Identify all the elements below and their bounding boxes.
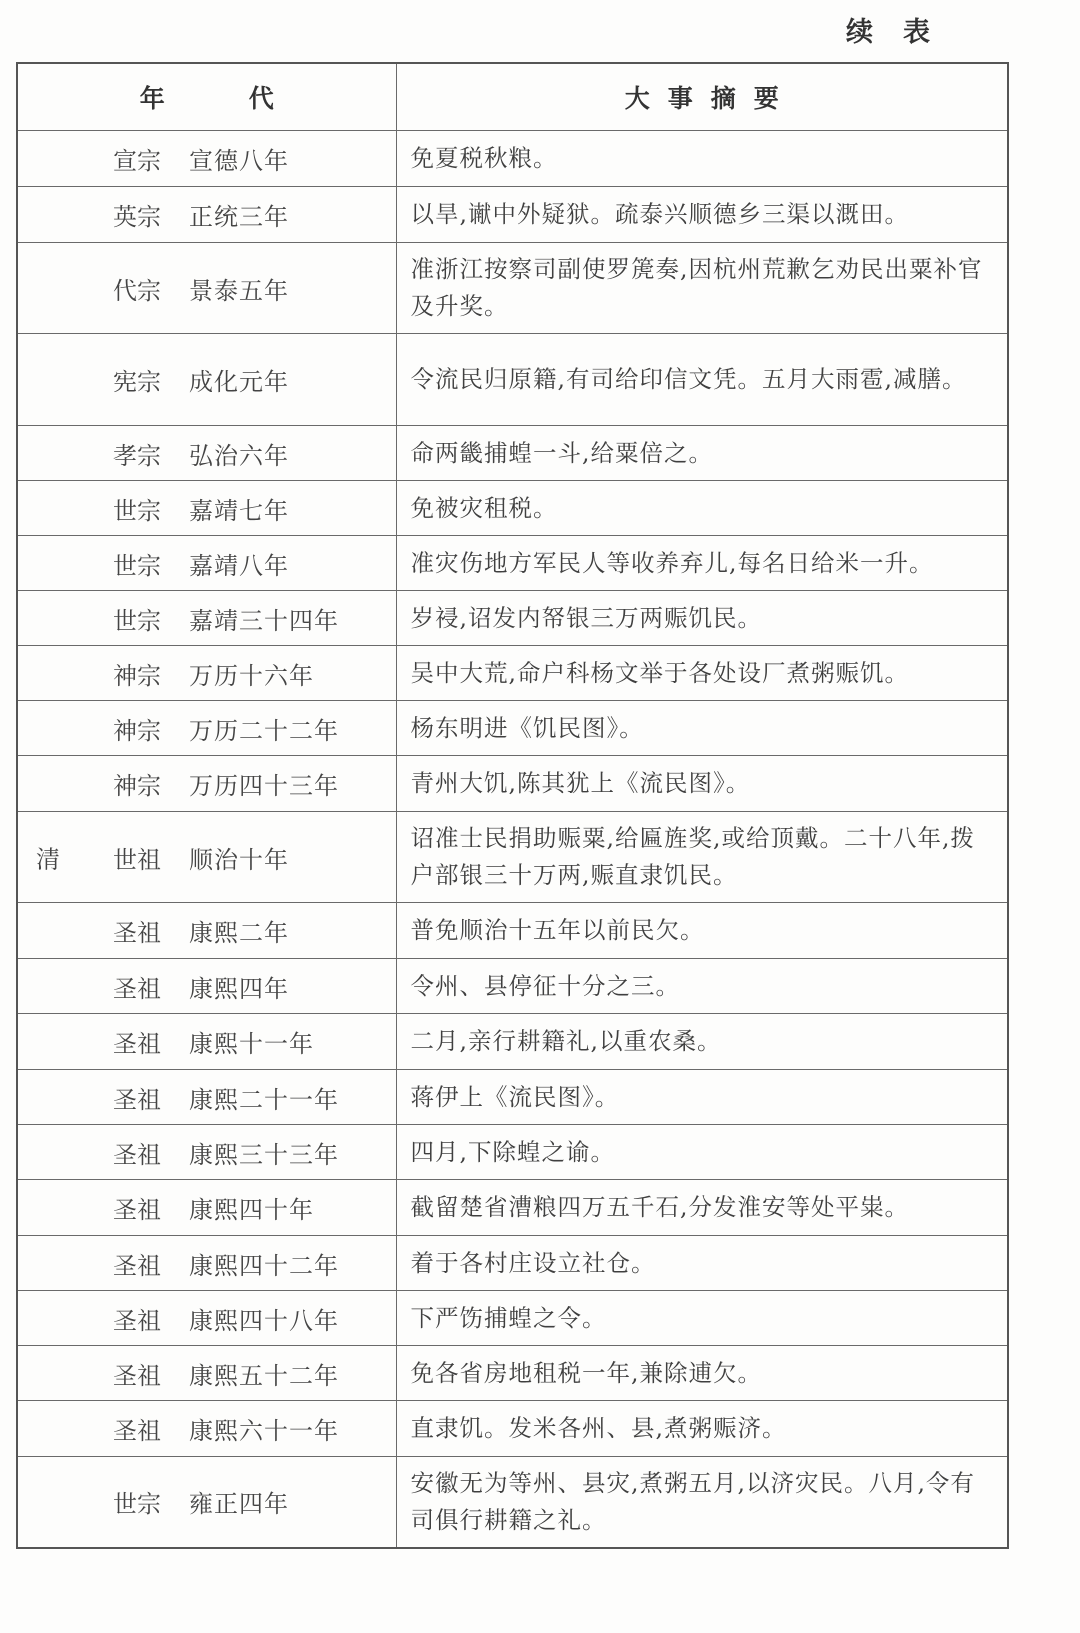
era-cell bbox=[17, 187, 396, 243]
emperor-label: 世祖 bbox=[113, 845, 161, 874]
reign-year-label: 康熙四年 bbox=[189, 974, 289, 1003]
era-cell bbox=[17, 646, 396, 701]
reign-year-label: 康熙四十八年 bbox=[189, 1306, 339, 1335]
era-cell bbox=[17, 1125, 396, 1180]
event-summary-cell: 令流民归原籍,有司给印信文凭。五月大雨雹,减膳。 bbox=[396, 334, 1008, 426]
table-row bbox=[17, 591, 1008, 646]
event-summary-cell: 令州、县停征十分之三。 bbox=[396, 959, 1008, 1014]
table-row bbox=[17, 1457, 1008, 1548]
event-summary-cell: 免各省房地租税一年,兼除逋欠。 bbox=[396, 1346, 1008, 1401]
emperor-label: 宣宗 bbox=[113, 147, 161, 175]
emperor-label: 圣祖 bbox=[113, 1306, 161, 1335]
emperor-label: 圣祖 bbox=[113, 1140, 161, 1169]
emperor-label: 圣祖 bbox=[113, 1361, 161, 1390]
table-body bbox=[17, 131, 1008, 1548]
dynasty-label: 清 bbox=[36, 845, 60, 874]
reign-year-label: 雍正四年 bbox=[189, 1490, 289, 1519]
table-row bbox=[17, 1401, 1008, 1457]
table-caption-continued: 续表 bbox=[846, 17, 960, 48]
reign-year-label: 康熙十一年 bbox=[189, 1030, 314, 1058]
reign-year-label: 景泰五年 bbox=[189, 276, 289, 305]
table-row bbox=[17, 334, 1008, 426]
event-summary-cell: 蒋伊上《流民图》。 bbox=[396, 1070, 1008, 1125]
table-row bbox=[17, 1291, 1008, 1346]
event-summary-cell: 杨东明进《饥民图》。 bbox=[396, 701, 1008, 756]
reign-year-label: 嘉靖八年 bbox=[189, 551, 289, 580]
era-cell bbox=[17, 1346, 396, 1401]
emperor-label: 宪宗 bbox=[113, 368, 161, 396]
reign-year-label: 万历十六年 bbox=[189, 661, 314, 690]
table-row bbox=[17, 481, 1008, 536]
header-events-char: 事 bbox=[667, 84, 693, 113]
header-era-char: 年 bbox=[139, 84, 165, 113]
table-row bbox=[17, 701, 1008, 756]
era-cell bbox=[17, 536, 396, 591]
event-summary-cell: 准浙江按察司副使罗箎奏,因杭州荒歉乞劝民出粟补官及升奖。 bbox=[396, 243, 1008, 334]
emperor-label: 圣祖 bbox=[113, 919, 161, 947]
table-row bbox=[17, 646, 1008, 701]
era-cell bbox=[17, 1291, 396, 1346]
reign-year-label: 正统三年 bbox=[189, 203, 289, 231]
event-summary-cell: 免夏税秋粮。 bbox=[396, 131, 1008, 187]
table-header-row bbox=[17, 63, 1008, 131]
table-row bbox=[17, 1014, 1008, 1070]
header-events-char: 要 bbox=[753, 84, 779, 113]
table-row bbox=[17, 1125, 1008, 1180]
event-summary-cell: 着于各村庄设立社仓。 bbox=[396, 1236, 1008, 1291]
reign-year-label: 康熙六十一年 bbox=[189, 1417, 339, 1445]
emperor-label: 神宗 bbox=[113, 772, 161, 800]
emperor-label: 圣祖 bbox=[113, 1251, 161, 1280]
header-events-char: 摘 bbox=[710, 84, 736, 113]
era-cell bbox=[17, 1457, 396, 1548]
reign-year-label: 康熙四十二年 bbox=[189, 1251, 339, 1280]
era-cell bbox=[17, 701, 396, 756]
event-summary-cell: 普免顺治十五年以前民欠。 bbox=[396, 903, 1008, 959]
table-row bbox=[17, 959, 1008, 1014]
event-summary-cell: 命两畿捕蝗一斗,给粟倍之。 bbox=[396, 426, 1008, 481]
era-cell bbox=[17, 1180, 396, 1236]
emperor-label: 世宗 bbox=[113, 606, 161, 635]
event-summary-cell: 安徽无为等州、县灾,煮粥五月,以济灾民。八月,令有司俱行耕籍之礼。 bbox=[396, 1457, 1008, 1548]
reign-year-label: 嘉靖七年 bbox=[189, 496, 289, 525]
era-cell bbox=[17, 334, 396, 426]
event-summary-cell: 截留楚省漕粮四万五千石,分发淮安等处平粜。 bbox=[396, 1180, 1008, 1236]
emperor-label: 圣祖 bbox=[113, 1030, 161, 1058]
header-events-summary bbox=[396, 63, 1008, 131]
reign-year-label: 康熙三十三年 bbox=[189, 1140, 339, 1169]
era-cell bbox=[17, 812, 396, 903]
era-cell bbox=[17, 903, 396, 959]
history-events-table bbox=[16, 62, 1009, 1549]
table-row bbox=[17, 903, 1008, 959]
reign-year-label: 顺治十年 bbox=[189, 845, 289, 874]
table-row bbox=[17, 1180, 1008, 1236]
emperor-label: 圣祖 bbox=[113, 1417, 161, 1445]
reign-year-label: 成化元年 bbox=[189, 368, 289, 396]
reign-year-label: 康熙二十一年 bbox=[189, 1085, 339, 1114]
event-summary-cell: 四月,下除蝗之谕。 bbox=[396, 1125, 1008, 1180]
reign-year-label: 康熙四十年 bbox=[189, 1196, 314, 1224]
era-cell bbox=[17, 756, 396, 812]
emperor-label: 代宗 bbox=[113, 276, 161, 305]
era-cell bbox=[17, 481, 396, 536]
table-row bbox=[17, 243, 1008, 334]
event-summary-cell: 岁祲,诏发内帑银三万两赈饥民。 bbox=[396, 591, 1008, 646]
emperor-label: 孝宗 bbox=[113, 441, 161, 470]
event-summary-cell: 直隶饥。发米各州、县,煮粥赈济。 bbox=[396, 1401, 1008, 1457]
era-cell bbox=[17, 1070, 396, 1125]
emperor-label: 神宗 bbox=[113, 661, 161, 690]
event-summary-cell: 以旱,谳中外疑狱。疏泰兴顺德乡三渠以溉田。 bbox=[396, 187, 1008, 243]
emperor-label: 英宗 bbox=[113, 203, 161, 231]
header-era-char: 代 bbox=[248, 84, 274, 113]
emperor-label: 神宗 bbox=[113, 716, 161, 745]
reign-year-label: 宣德八年 bbox=[189, 147, 289, 175]
header-events-char: 大 bbox=[624, 84, 650, 113]
era-cell bbox=[17, 1014, 396, 1070]
table-row bbox=[17, 536, 1008, 591]
table-row bbox=[17, 1236, 1008, 1291]
event-summary-cell: 吴中大荒,命户科杨文举于各处设厂煮粥赈饥。 bbox=[396, 646, 1008, 701]
table-row bbox=[17, 1070, 1008, 1125]
era-cell bbox=[17, 131, 396, 187]
era-cell bbox=[17, 959, 396, 1014]
header-era bbox=[17, 63, 396, 131]
emperor-label: 圣祖 bbox=[113, 974, 161, 1003]
era-cell bbox=[17, 591, 396, 646]
emperor-label: 世宗 bbox=[113, 496, 161, 525]
emperor-label: 世宗 bbox=[113, 551, 161, 580]
event-summary-cell: 诏准士民捐助赈粟,给匾旌奖,或给顶戴。二十八年,拨户部银三十万两,赈直隶饥民。 bbox=[396, 812, 1008, 903]
reign-year-label: 万历二十二年 bbox=[189, 716, 339, 745]
emperor-label: 圣祖 bbox=[113, 1196, 161, 1224]
reign-year-label: 康熙二年 bbox=[189, 919, 289, 947]
event-summary-cell: 准灾伤地方军民人等收养弃儿,每名日给米一升。 bbox=[396, 536, 1008, 591]
table-row bbox=[17, 812, 1008, 903]
era-cell bbox=[17, 243, 396, 334]
event-summary-cell: 下严饬捕蝗之令。 bbox=[396, 1291, 1008, 1346]
event-summary-cell: 二月,亲行耕籍礼,以重农桑。 bbox=[396, 1014, 1008, 1070]
table-row bbox=[17, 131, 1008, 187]
reign-year-label: 嘉靖三十四年 bbox=[189, 606, 339, 635]
table-row bbox=[17, 1346, 1008, 1401]
era-cell bbox=[17, 426, 396, 481]
emperor-label: 圣祖 bbox=[113, 1085, 161, 1114]
table-row bbox=[17, 756, 1008, 812]
era-cell bbox=[17, 1236, 396, 1291]
table-row bbox=[17, 187, 1008, 243]
reign-year-label: 弘治六年 bbox=[189, 441, 289, 470]
reign-year-label: 万历四十三年 bbox=[189, 772, 339, 800]
reign-year-label: 康熙五十二年 bbox=[189, 1361, 339, 1390]
event-summary-cell: 免被灾租税。 bbox=[396, 481, 1008, 536]
emperor-label: 世宗 bbox=[113, 1490, 161, 1519]
era-cell bbox=[17, 1401, 396, 1457]
event-summary-cell: 青州大饥,陈其犹上《流民图》。 bbox=[396, 756, 1008, 812]
table-row bbox=[17, 426, 1008, 481]
